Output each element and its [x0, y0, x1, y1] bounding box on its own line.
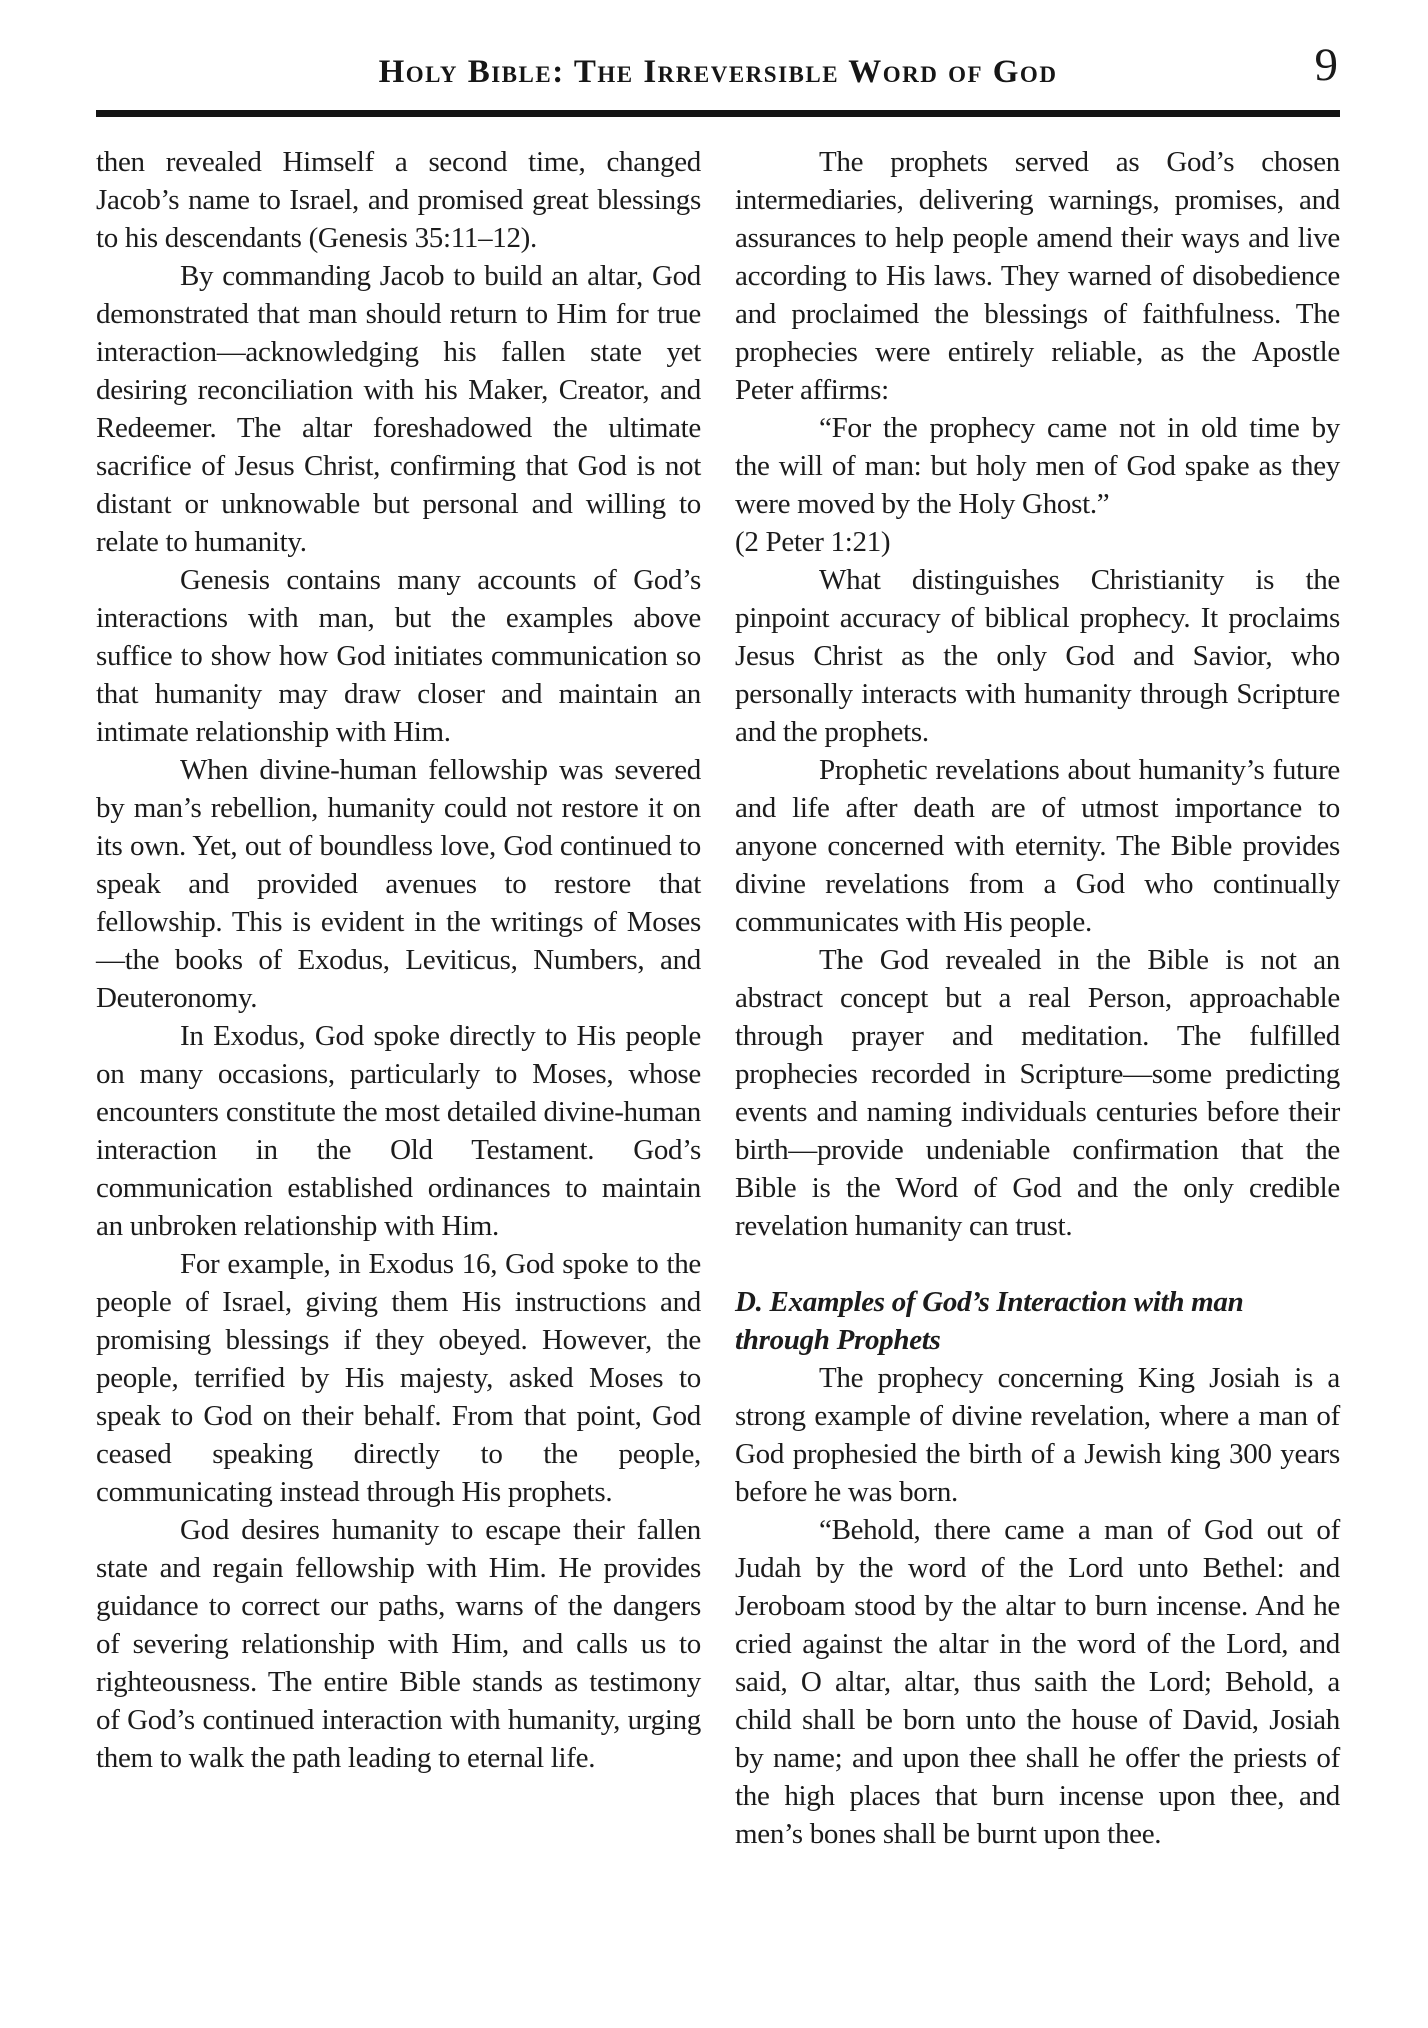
paragraph: Genesis contains many accounts of God’s interactions with man, but the examples above suffice to show how God initiates communication so that humanity may draw closer and maintain an intimate relationship with Him.: [96, 564, 701, 748]
paragraph: (2 Peter 1:21): [735, 526, 891, 558]
page-number: 9: [1314, 39, 1338, 91]
paragraph: What distinguishes Christianity is the pinpoint accuracy of biblical prophecy. It proclaims Jesus Christ as the only God and Savior, who personally interacts with humanity through Scripture and the prophets.: [735, 564, 1340, 748]
header-rule: [96, 110, 1340, 117]
section-heading: D. Examples of God’s Interaction with man through Prophets: [735, 1286, 1244, 1356]
left-column: [96, 143, 701, 1853]
paragraph: Prophetic revelations about humanity’s future and life after death are of utmost importance to anyone concerned with eternity. The Bible provides divine revelations from a God who continually communicates with His people.: [735, 754, 1340, 938]
text-columns: [96, 143, 1340, 1853]
paragraph: In Exodus, God spoke directly to His people on many occasions, particularly to Moses, whose encounters constitute the most detailed divine-human interaction in the Old Testament. God’s communication established ordinances to maintain an unbroken relationship with Him.: [96, 1020, 701, 1242]
paragraph: then revealed Himself a second time, changed Jacob’s name to Israel, and promised great blessings to his descendants (Genesis 35:11–12).: [96, 146, 701, 254]
paragraph: For example, in Exodus 16, God spoke to the people of Israel, giving them His instructions and promising blessings if they obeyed. However, the people, terrified by His majesty, asked Moses to speak to God on their behalf. From that point, God ceased speaking directly to the people, communicating instead through His prophets.: [96, 1248, 701, 1508]
paragraph: “Behold, there came a man of God out of Judah by the word of the Lord unto Bethel: and Jeroboam stood by the altar to burn incense. And he cried against the altar in the word of the Lord, and said, O altar, altar, thus saith the Lord; Behold, a child shall be born unto the house of David, Josiah by name; and upon thee shall he offer the priests of the high places that burn incense upon thee, and men’s bones shall be burnt upon thee.: [735, 1514, 1340, 1850]
paragraph: The prophets served as God’s chosen intermediaries, delivering warnings, promises, and assurances to help people amend their ways and live according to His laws. They warned of disobedience and proclaimed the blessings of faithfulness. The prophecies were entirely reliable, as the Apostle Peter affirms:: [735, 146, 1340, 406]
paragraph: By commanding Jacob to build an altar, God demonstrated that man should return to Him for true interaction—acknowledging his fallen state yet desiring reconciliation with his Maker, Creator, and Redeemer. The altar foreshadowed the ultimate sacrifice of Jesus Christ, confirming that God is not distant or unknowable but personal and willing to relate to humanity.: [96, 260, 701, 558]
right-column: [735, 143, 1340, 1853]
paragraph: The God revealed in the Bible is not an abstract concept but a real Person, approachable through prayer and meditation. The fulfilled prophecies recorded in Scripture—some predicting events and naming individuals centuries before their birth—provide undeniable confirmation that the Bible is the Word of God and the only credible revelation humanity can trust.: [735, 944, 1340, 1242]
paragraph: “For the prophecy came not in old time by the will of man: but holy men of God spake as they were moved by the Holy Ghost.”: [735, 412, 1340, 520]
page-header: [96, 0, 1340, 96]
paragraph: God desires humanity to escape their fallen state and regain fellowship with Him. He provides guidance to correct our paths, warns of the dangers of severing relationship with Him, and calls us to righteousness. The entire Bible stands as testimony of God’s continued interaction with humanity, urging them to walk the path leading to eternal life.: [96, 1514, 701, 1774]
running-title: Holy Bible: The Irreversible Word of God: [378, 54, 1058, 90]
paragraph: The prophecy concerning King Josiah is a strong example of divine revelation, where a man of God prophesied the birth of a Jewish king 300 years before he was born.: [735, 1362, 1340, 1508]
paragraph: When divine-human fellowship was severed by man’s rebellion, humanity could not restore it on its own. Yet, out of boundless love, God continued to speak and provided avenues to restore that fellowship. This is evident in the writings of Moses—the books of Exodus, Leviticus, Numbers, and Deuteronomy.: [96, 754, 701, 1014]
